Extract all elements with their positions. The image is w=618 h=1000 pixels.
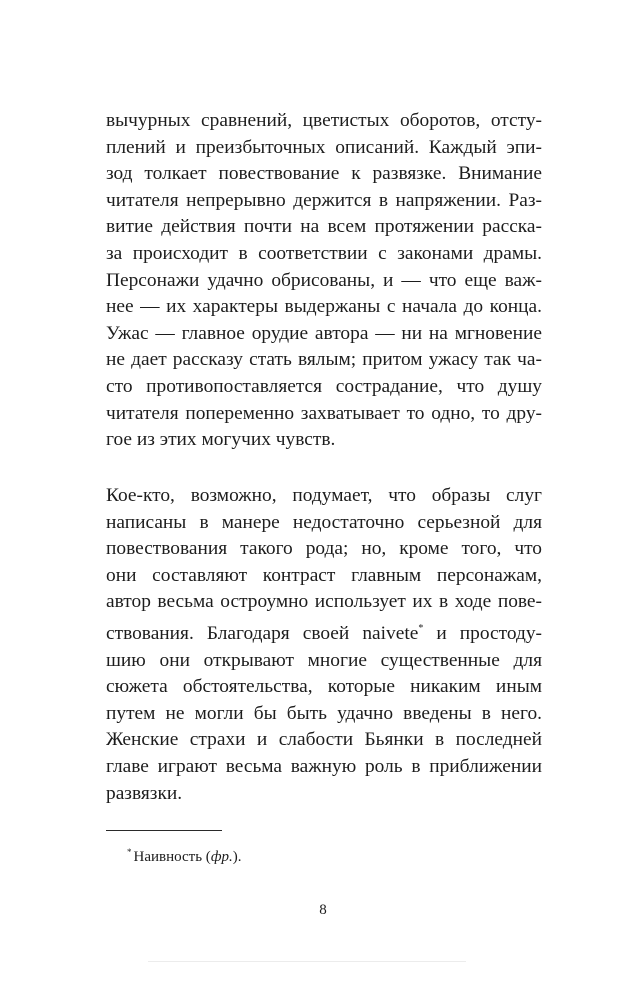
bottom-divider bbox=[148, 961, 466, 962]
text-line: плений и преизбыточных описаний. Каждый эпи- bbox=[106, 136, 542, 158]
text-line: читателя непрерывно держится в напряжении. Раз- bbox=[106, 189, 542, 211]
paragraph-1 bbox=[106, 108, 542, 454]
paragraph-2 bbox=[106, 483, 542, 807]
text-fragment: ствования. Благодаря своей naivete bbox=[106, 622, 419, 644]
text-line: Персонажи удачно обрисованы, и — что еще важ- bbox=[106, 269, 542, 291]
footnote bbox=[127, 842, 241, 867]
footnote-abbreviation: фр. bbox=[210, 849, 233, 865]
text-line: Ужас — главное орудие автора — ни на мгновение bbox=[106, 322, 542, 344]
text-line: зод толкает повествование к развязке. Внимание bbox=[106, 163, 542, 185]
text-fragment: и простоду- bbox=[423, 622, 542, 644]
text-line: витие действия почти на всем протяжении расска- bbox=[106, 216, 542, 238]
text-line: сто противопоставляется сострадание, что душу bbox=[106, 375, 542, 397]
footnote-divider bbox=[106, 830, 222, 831]
text-line: путем не могли бы быть удачно введены в него. bbox=[106, 702, 542, 724]
text-line: гое из этих могучих чувств. bbox=[106, 429, 336, 451]
text-line: Кое-кто, возможно, подумает, что образы слуг bbox=[106, 485, 542, 506]
text-line: не дает рассказу стать вялым; притом ужасу так ча- bbox=[106, 349, 542, 371]
text-line: повествования такого рода; но, кроме того, что bbox=[106, 538, 542, 560]
text-line: вычурных сравнений, цветистых оборотов, отсту- bbox=[106, 110, 542, 131]
text-line: они составляют контраст главным персонажам, bbox=[106, 564, 542, 586]
text-line: шию они открывают многие существенные для bbox=[106, 649, 542, 671]
text-line: нее — их характеры выдержаны с начала до конца. bbox=[106, 296, 542, 318]
footnote-marker: * bbox=[127, 847, 132, 857]
text-line: автор весьма остроумно использует их в ходе пове- bbox=[106, 591, 542, 613]
footnote-text-end: ). bbox=[232, 849, 242, 865]
text-line: главе играют весьма важную роль в приближении bbox=[106, 755, 542, 777]
text-line-with-footnote-ref bbox=[106, 616, 542, 648]
text-line: читателя попеременно захватывает то одно, то дру- bbox=[106, 402, 542, 424]
page-number: 8 bbox=[319, 902, 327, 918]
text-line: развязки. bbox=[106, 782, 183, 804]
text-line: написаны в манере недостаточно серьезной для bbox=[106, 511, 542, 533]
text-line: за происходит в соответствии с законами драмы. bbox=[106, 242, 542, 264]
footnote-reference: * bbox=[418, 622, 424, 634]
text-line: сюжета обстоятельства, которые никаким иным bbox=[106, 676, 542, 698]
text-line: Женские страхи и слабости Бьянки в последней bbox=[106, 729, 542, 751]
footnote-text: Наивность ( bbox=[133, 849, 211, 865]
